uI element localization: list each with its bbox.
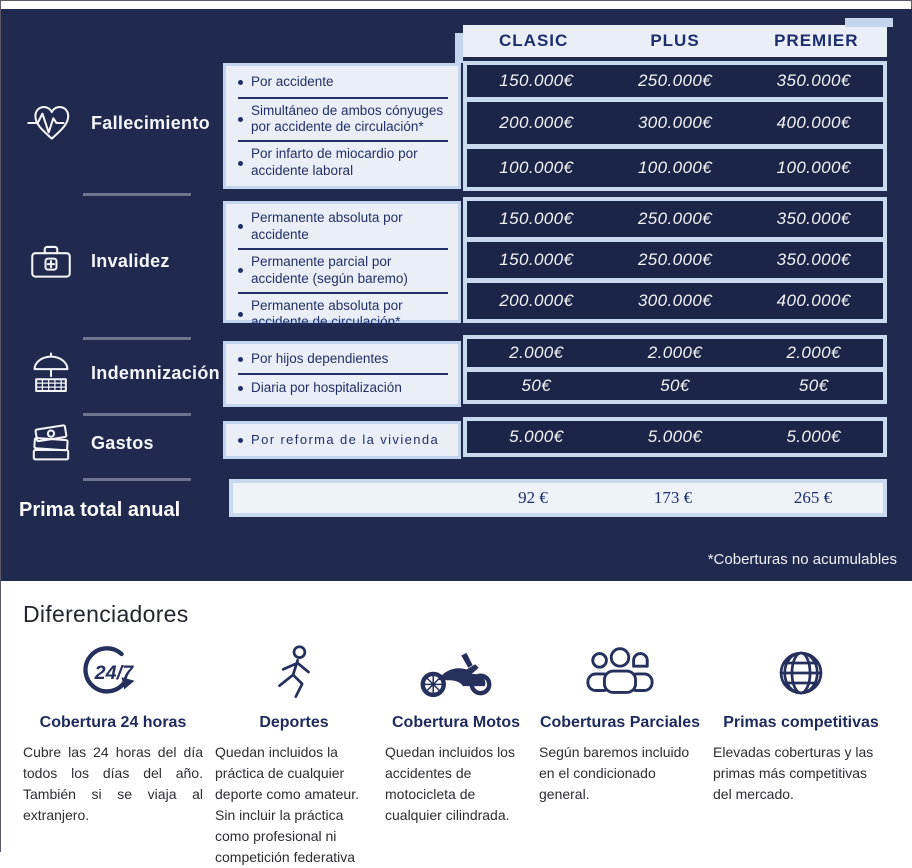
- differentiator-title: Coberturas Parciales: [539, 714, 701, 731]
- value-cell: 300.000€: [637, 113, 713, 132]
- labels-indemnizacion: [223, 341, 461, 407]
- differentiators-grid: [23, 640, 891, 868]
- differentiators-section: [1, 581, 912, 868]
- value-row: [467, 201, 883, 237]
- value-cell: 2.000€: [509, 343, 564, 362]
- prima-value-clasic: 92 €: [518, 488, 548, 507]
- differentiator-title: Primas competitivas: [723, 714, 879, 731]
- value-cell: 2.000€: [786, 343, 841, 362]
- labels-fallecimiento: [223, 63, 461, 189]
- differentiator-24h: [23, 640, 203, 868]
- value-cell: 2.000€: [647, 343, 703, 362]
- coverage-label: Permanente parcial por accidente (según baremo): [238, 248, 448, 292]
- plan-header-premier: PREMIER: [774, 31, 859, 50]
- footnote: *Coberturas no acumulables: [707, 551, 897, 568]
- value-row: [467, 421, 883, 453]
- differentiator-text: Elevadas coberturas y las primas más competitivas del mercado.: [713, 744, 874, 802]
- category-label: Fallecimiento: [91, 112, 210, 133]
- value-row: [467, 339, 883, 367]
- value-cell: 50€: [798, 376, 829, 395]
- differentiator-text: Quedan incluidos los accidentes de motocicleta de cualquier cilindrada.: [385, 744, 515, 823]
- first-aid-kit-icon: [25, 235, 77, 287]
- differentiator-motos: [385, 640, 527, 868]
- category-invalidez: [25, 235, 170, 287]
- plan-header-row: [463, 25, 887, 57]
- prima-value-premier: 265 €: [793, 488, 833, 507]
- value-cell: 5.000€: [509, 427, 564, 446]
- coverage-label: Por reforma de la vivienda: [238, 426, 448, 454]
- section-divider: [83, 337, 191, 340]
- people-group-icon: [539, 640, 701, 706]
- labels-gastos: [223, 421, 461, 459]
- section-divider: [83, 413, 191, 416]
- section-divider: [83, 478, 191, 481]
- globe-icon: [713, 640, 889, 706]
- coverage-comparison-panel: [1, 9, 912, 581]
- value-cell: 200.000€: [499, 113, 574, 132]
- values-gastos: [463, 417, 887, 457]
- differentiator-title: Cobertura Motos: [392, 714, 520, 731]
- value-cell: 100.000€: [776, 158, 851, 177]
- values-indemnizacion: [463, 335, 887, 404]
- plan-header-plus: PLUS: [650, 31, 700, 50]
- value-cell: 100.000€: [637, 158, 713, 177]
- value-cell: 100.000€: [499, 158, 574, 177]
- values-invalidez: [463, 197, 887, 323]
- category-indemnizacion: [25, 347, 220, 399]
- value-cell: 350.000€: [776, 209, 851, 228]
- category-gastos: [25, 417, 154, 469]
- category-fallecimiento: [25, 97, 210, 149]
- value-cell: 150.000€: [499, 71, 574, 90]
- prima-value-plus: 173 €: [653, 488, 693, 507]
- value-cell: 300.000€: [637, 291, 713, 310]
- coverage-label: Por accidente: [238, 68, 448, 97]
- differentiator-title: Cobertura 24 horas: [39, 714, 187, 731]
- 24-7-icon: [23, 640, 203, 706]
- differentiator-deportes: [215, 640, 373, 868]
- section-divider: [83, 193, 191, 196]
- coverage-label: Permanente absoluta por accidente: [238, 206, 448, 248]
- differentiator-text: Cubre las 24 horas del día todos los días del año. También si se viaja al extranjero.: [23, 744, 203, 823]
- plan-header-clasic: CLASIC: [499, 31, 569, 50]
- value-cell: 50€: [521, 376, 552, 395]
- differentiator-text: Según baremos incluido en el condicionado general.: [539, 744, 690, 802]
- motorcycle-icon: [385, 640, 527, 706]
- value-row: [467, 372, 883, 400]
- value-cell: 350.000€: [776, 71, 851, 90]
- value-cell: 5.000€: [786, 427, 841, 446]
- coverage-label: Diaria por hospitalización: [238, 373, 448, 402]
- value-row: [467, 283, 883, 319]
- svg-text:24/7: 24/7: [94, 662, 134, 685]
- value-row: [467, 65, 883, 97]
- value-cell: 350.000€: [776, 250, 851, 269]
- category-label: Indemnización: [91, 362, 220, 383]
- value-row: [467, 149, 883, 187]
- runner-icon: [215, 640, 373, 706]
- value-cell: 150.000€: [499, 250, 574, 269]
- differentiator-title: Deportes: [259, 714, 329, 731]
- value-cell: 250.000€: [637, 250, 713, 269]
- prima-total-label: Prima total anual: [19, 499, 181, 521]
- differentiators-title: Diferenciadores: [23, 601, 189, 627]
- values-fallecimiento: [463, 61, 887, 191]
- differentiator-parciales: [539, 640, 701, 868]
- umbrella-building-icon: [25, 347, 77, 399]
- labels-invalidez: [223, 201, 461, 330]
- money-stack-icon: [25, 417, 77, 469]
- value-cell: 50€: [660, 376, 690, 395]
- prima-total-row: [229, 479, 887, 517]
- value-cell: 250.000€: [637, 71, 713, 90]
- value-cell: 400.000€: [776, 291, 851, 310]
- differentiator-text: Quedan incluidos la práctica de cualquier deporte como amateur. Sin incluir la práctica como profesional ni competición federativa: [215, 744, 359, 865]
- coverage-label: Simultáneo de ambos cónyuges por accidente de circulación*: [238, 97, 448, 141]
- differentiator-primas: [713, 640, 889, 868]
- coverage-label: Permanente absoluta por accidente de circulación*: [238, 292, 448, 336]
- value-cell: 5.000€: [647, 427, 703, 446]
- coverage-label: Por hijos dependientes: [238, 346, 448, 373]
- category-label: Invalidez: [91, 250, 170, 271]
- value-row: [467, 242, 883, 278]
- value-cell: 200.000€: [499, 291, 574, 310]
- heart-pulse-icon: [25, 97, 77, 149]
- value-row: [467, 102, 883, 144]
- value-cell: 150.000€: [499, 209, 574, 228]
- coverage-label: Por infarto de miocardio por accidente laboral: [238, 140, 448, 184]
- value-cell: 250.000€: [637, 209, 713, 228]
- category-label: Gastos: [91, 432, 154, 453]
- value-cell: 400.000€: [776, 113, 851, 132]
